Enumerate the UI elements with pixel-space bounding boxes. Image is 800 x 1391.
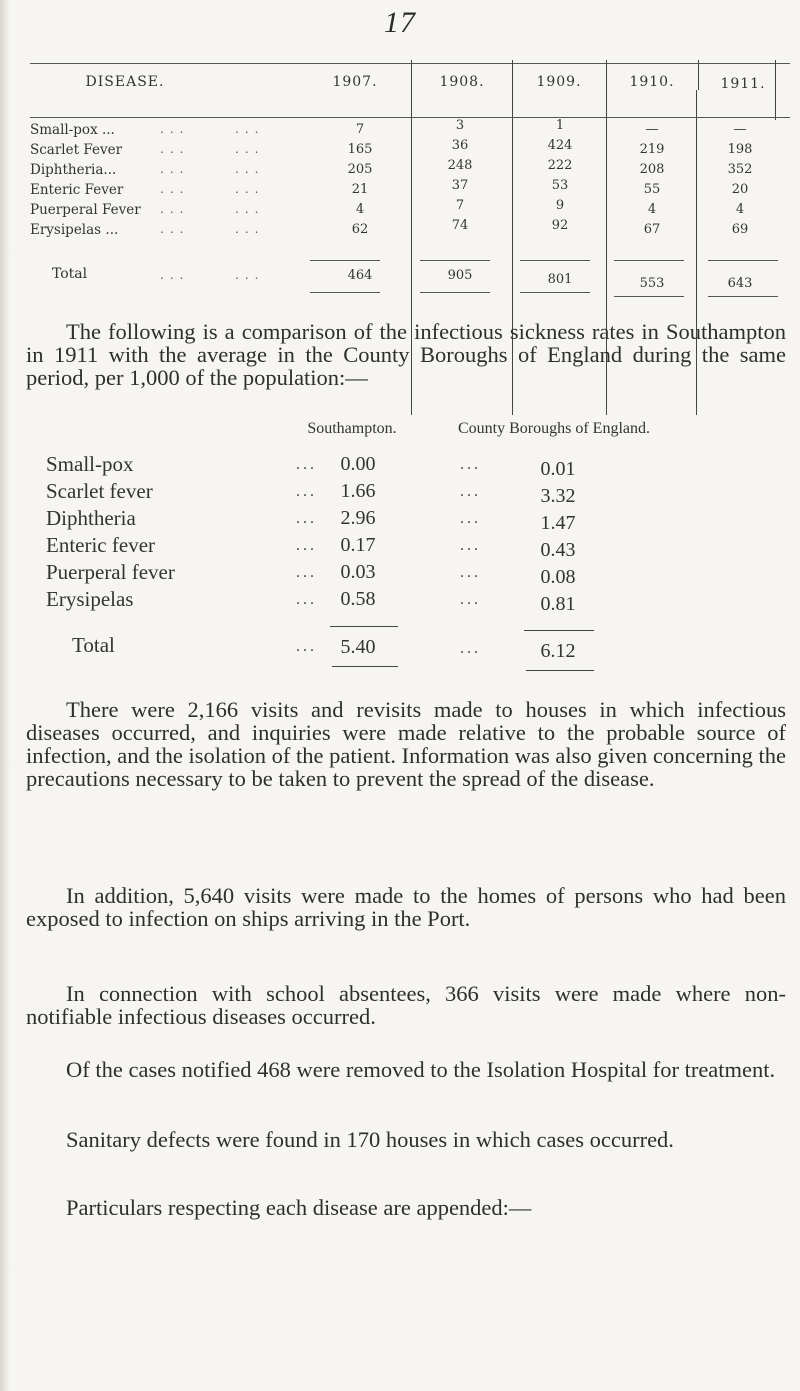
paragraph-text: Particulars respecting each disease are appended:— <box>66 1195 532 1220</box>
total-rule <box>614 260 684 261</box>
county-value: 1.47 <box>540 512 576 534</box>
leader-dots: ... <box>460 483 481 500</box>
header-year-1910: 1910. <box>629 74 675 90</box>
total-underline <box>708 296 778 297</box>
cell-value: 4 <box>647 202 657 217</box>
leader-dots: ... <box>235 222 265 236</box>
leader-dots: ... <box>296 564 317 581</box>
paragraph-text: Sanitary defects were found in 170 houses in which cases occurred. <box>66 1127 674 1152</box>
cell-value: 53 <box>551 178 569 193</box>
total-underline <box>420 292 490 293</box>
page-number: 17 <box>384 6 416 39</box>
cell-value: 248 <box>447 158 473 173</box>
southampton-value: 2.96 <box>340 507 376 529</box>
total-value: 643 <box>727 276 753 291</box>
intro-paragraph <box>26 320 786 389</box>
total-underline <box>526 670 594 671</box>
disease-name: Puerperal Fever <box>30 202 141 218</box>
southampton-value: 0.17 <box>340 534 376 556</box>
total-underline <box>520 292 590 293</box>
row-label: Erysipelas <box>46 587 134 611</box>
paragraph-school <box>26 982 786 1028</box>
leader-dots: ... <box>460 510 481 527</box>
leader-dots: ... <box>160 162 190 176</box>
disease-name: Small-pox ... <box>30 122 115 138</box>
leader-dots: ... <box>160 142 190 156</box>
county-value: 3.32 <box>540 485 576 507</box>
cell-value: 219 <box>639 142 665 157</box>
cell-value: 165 <box>347 142 373 157</box>
total-label: Total <box>52 266 88 282</box>
leader-dots: ... <box>235 268 265 282</box>
leader-dots: ... <box>296 537 317 554</box>
disease-name: Enteric Fever <box>30 182 124 198</box>
header-rule <box>30 117 300 118</box>
cell-value: 3 <box>455 118 465 133</box>
total-rule <box>708 260 778 261</box>
paragraph-sanitary <box>26 1128 786 1151</box>
total-value: 801 <box>547 272 573 287</box>
cell-value: 36 <box>451 138 469 153</box>
leader-dots: ... <box>460 640 481 657</box>
leader-dots: ... <box>296 510 317 527</box>
cell-value: 424 <box>547 138 573 153</box>
leader-dots: ... <box>296 591 317 608</box>
total-underline <box>310 292 380 293</box>
leader-dots: ... <box>296 638 317 655</box>
col-header-county-boroughs: County Boroughs of England. <box>458 420 650 437</box>
binding-shadow <box>0 0 10 1391</box>
total-rule <box>310 260 380 261</box>
total-label: Total <box>72 633 115 657</box>
cell-value: 4 <box>355 202 365 217</box>
cell-value: 198 <box>727 142 753 157</box>
row-label: Scarlet fever <box>46 479 153 503</box>
leader-dots: ... <box>296 456 317 473</box>
county-total: 6.12 <box>540 640 576 662</box>
cell-value: 74 <box>451 218 469 233</box>
leader-dots: ... <box>235 162 265 176</box>
paragraph-ships <box>26 884 786 930</box>
cell-value: — <box>645 122 659 137</box>
county-value: 0.43 <box>540 539 576 561</box>
county-value: 0.08 <box>540 566 576 588</box>
header-year-1911: 1911. <box>720 76 766 92</box>
cell-value: 1 <box>555 118 565 133</box>
cell-value: 55 <box>643 182 661 197</box>
county-value: 0.81 <box>540 593 576 615</box>
paragraph-text: In connection with school absentees, 366 visits were made where non-notifiable infectious diseases occurred. <box>26 981 786 1029</box>
col-header-southampton: Southampton. <box>307 420 397 437</box>
cell-value: — <box>733 122 747 137</box>
leader-dots: ... <box>235 142 265 156</box>
paragraph-visits <box>26 698 786 790</box>
paragraph-text: In addition, 5,640 visits were made to the homes of persons who had been exposed to infection on ships arriving in the Port. <box>26 883 786 931</box>
total-value: 553 <box>639 276 665 291</box>
header-year-1909: 1909. <box>536 74 582 90</box>
leader-dots: ... <box>160 202 190 216</box>
cell-value: 205 <box>347 162 373 177</box>
cell-value: 92 <box>551 218 569 233</box>
leader-dots: ... <box>460 591 481 608</box>
total-value: 905 <box>447 268 473 283</box>
cell-value: 9 <box>555 198 565 213</box>
southampton-total: 5.40 <box>340 636 376 658</box>
row-label: Small-pox <box>46 452 134 476</box>
header-year-1907: 1907. <box>332 74 378 90</box>
cell-value: 7 <box>455 198 465 213</box>
cell-value: 7 <box>355 122 365 137</box>
southampton-value: 0.00 <box>340 453 376 475</box>
leader-dots: ... <box>235 122 265 136</box>
cell-value: 67 <box>643 222 661 237</box>
paragraph-isolation <box>26 1058 786 1081</box>
total-rule <box>524 630 594 631</box>
leader-dots: ... <box>460 537 481 554</box>
cell-value: 222 <box>547 158 573 173</box>
total-underline <box>614 296 684 297</box>
paragraph-appended <box>26 1196 786 1219</box>
total-value: 464 <box>347 268 373 283</box>
leader-dots: ... <box>160 122 190 136</box>
cell-value: 208 <box>639 162 665 177</box>
table-top-rule <box>30 63 790 64</box>
county-value: 0.01 <box>540 458 576 480</box>
southampton-value: 1.66 <box>340 480 376 502</box>
total-rule <box>330 626 398 627</box>
total-rule <box>420 260 490 261</box>
cell-value: 4 <box>735 202 745 217</box>
cell-value: 20 <box>731 182 749 197</box>
paragraph-text: Of the cases notified 468 were removed to the Isolation Hospital for treatment. <box>66 1057 776 1082</box>
row-label: Diphtheria <box>46 506 136 530</box>
total-rule <box>520 260 590 261</box>
leader-dots: ... <box>460 456 481 473</box>
leader-dots: ... <box>160 268 190 282</box>
header-year-1908: 1908. <box>439 74 485 90</box>
cell-value: 62 <box>351 222 369 237</box>
intro-text: The following is a comparison of the infectious sickness rates in Southampton in 1911 with the average in the County Boroughs of England during the same period, per 1,000 of the population:— <box>26 319 786 390</box>
disease-name: Scarlet Fever <box>30 142 123 158</box>
disease-name: Diphtheria... <box>30 162 117 178</box>
row-label: Enteric fever <box>46 533 156 557</box>
leader-dots: ... <box>296 483 317 500</box>
leader-dots: ... <box>235 202 265 216</box>
southampton-value: 0.58 <box>340 588 376 610</box>
cell-value: 21 <box>351 182 369 197</box>
disease-name: Erysipelas ... <box>30 222 119 238</box>
header-disease: DISEASE. <box>85 74 165 90</box>
cell-value: 37 <box>451 178 469 193</box>
row-label: Puerperal fever <box>46 560 175 584</box>
paragraph-text: There were 2,166 visits and revisits made to houses in which infectious diseases occurred, and inquiries were made relative to the probable source of infection, and the isolation of the patient. Information was also given concerning the precautions necessary to be taken to prevent the spread of the disease. <box>26 697 786 791</box>
leader-dots: ... <box>160 222 190 236</box>
leader-dots: ... <box>235 182 265 196</box>
total-underline <box>332 666 398 667</box>
leader-dots: ... <box>460 564 481 581</box>
leader-dots: ... <box>160 182 190 196</box>
cell-value: 352 <box>727 162 753 177</box>
cell-value: 69 <box>731 222 749 237</box>
southampton-value: 0.03 <box>340 561 376 583</box>
